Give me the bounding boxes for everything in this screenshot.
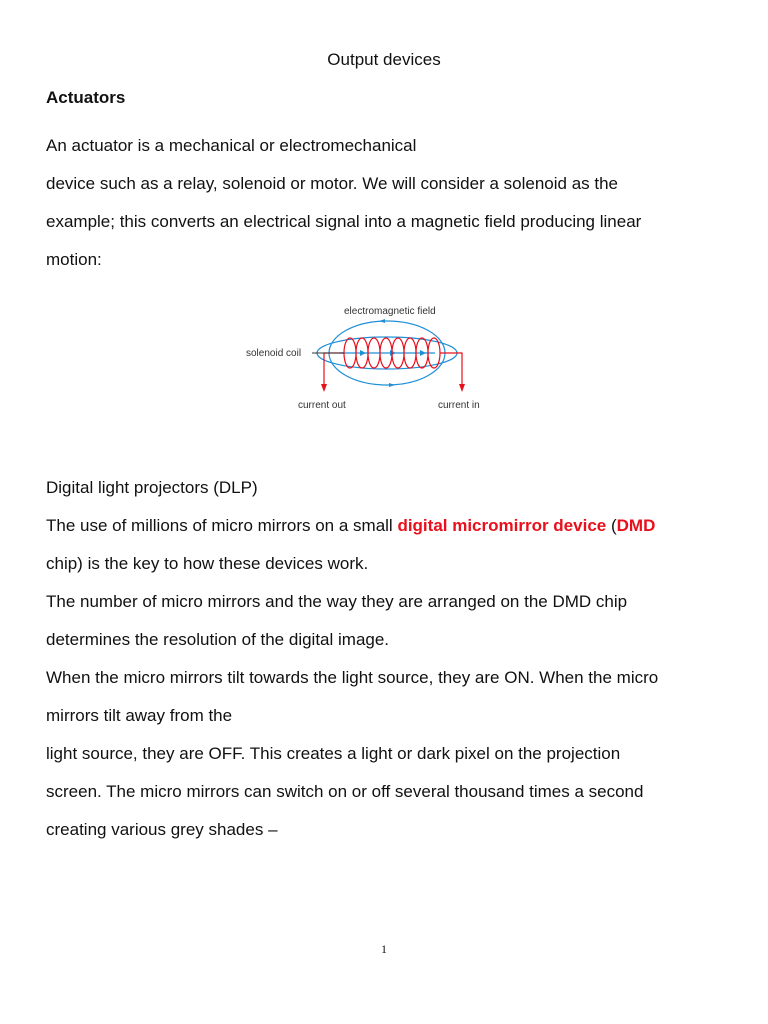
dlp-text-line-7: light source, they are OFF. This creates a light or dark pixel on the projection [46, 744, 621, 763]
dlp-text-line-8: screen. The micro mirrors can switch on or off several thousand times a second [46, 782, 644, 801]
dlp-line1-pre: The use of millions of micro mirrors on a small [46, 516, 398, 535]
highlight-dmd: DMD [616, 516, 656, 535]
solenoid-diagram [240, 298, 500, 418]
actuator-text-line-3: example; this converts an electrical signal into a magnetic field producing linear [46, 212, 642, 231]
label-electromagnetic-field: electromagnetic field [344, 306, 436, 317]
dlp-text-line-4: determines the resolution of the digital image. [46, 630, 390, 649]
label-solenoid-coil: solenoid coil [246, 348, 302, 359]
page-number: 1 [381, 942, 387, 956]
dlp-text-line-5: When the micro mirrors tilt towards the light source, they are ON. When the micro [46, 668, 659, 687]
page-title: Output devices [327, 50, 441, 69]
highlight-digital-micromirror-device: digital micromirror device [397, 516, 607, 535]
heading-dlp: Digital light projectors (DLP) [46, 478, 258, 497]
dlp-text-line-3: The number of micro mirrors and the way they are arranged on the DMD chip [46, 592, 628, 611]
actuator-text-line-1: An actuator is a mechanical or electromechanical [46, 136, 417, 155]
label-current-out: current out [298, 400, 346, 411]
dlp-text-line-1 [46, 515, 655, 537]
label-current-in: current in [438, 400, 480, 411]
heading-actuators: Actuators [46, 88, 126, 107]
actuator-text-line-4: motion: [46, 250, 102, 269]
actuator-text-line-2: device such as a relay, solenoid or motor. We will consider a solenoid as the [46, 174, 618, 193]
dlp-text-line-6: mirrors tilt away from the [46, 706, 233, 725]
dlp-line1-paren: ( [606, 516, 617, 535]
dlp-text-line-2: chip) is the key to how these devices work. [46, 554, 369, 573]
dlp-text-line-9: creating various grey shades – [46, 820, 278, 839]
